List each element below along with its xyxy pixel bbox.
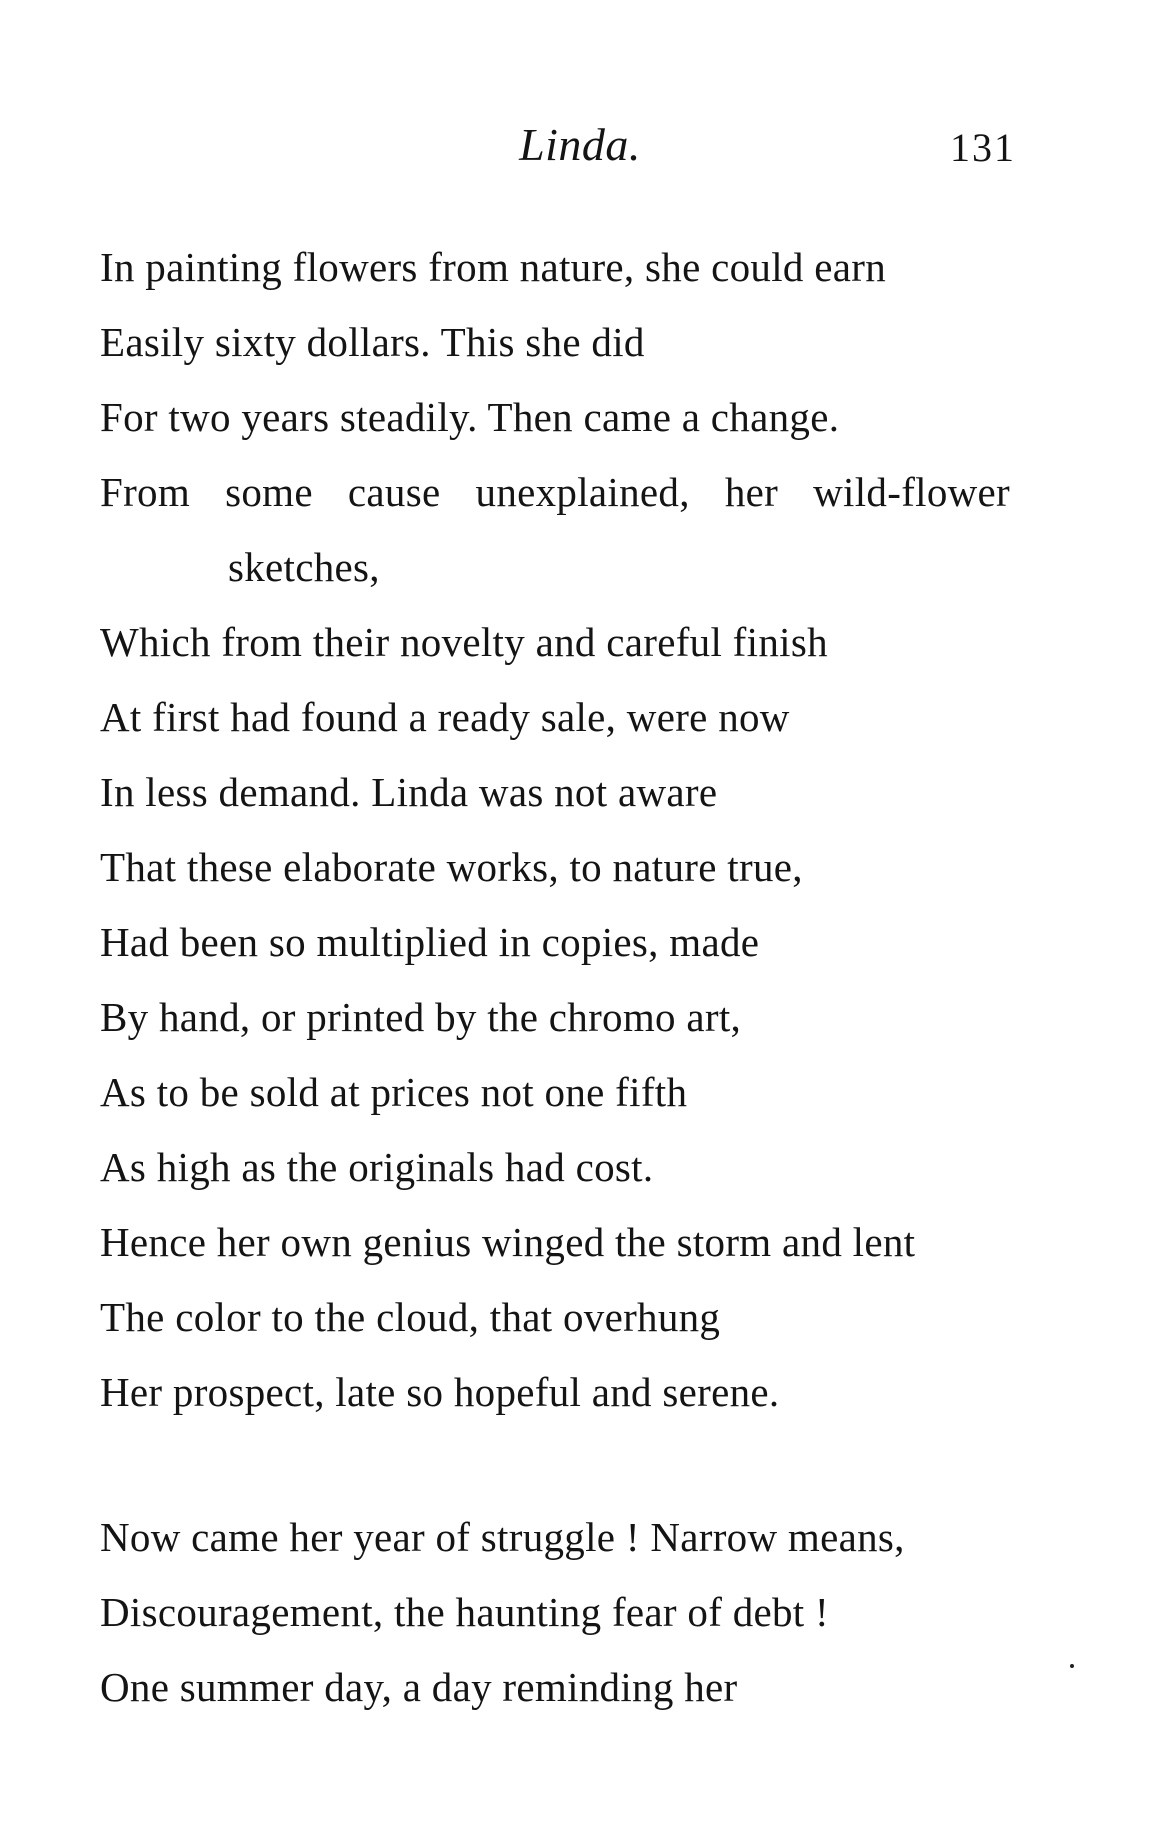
poem-line: For two years steadily. Then came a change. bbox=[100, 394, 840, 440]
poem-line: At first had found a ready sale, were now bbox=[100, 694, 790, 740]
running-head bbox=[0, 118, 1174, 178]
poem-line: By hand, or printed by the chromo art, bbox=[100, 994, 742, 1040]
poem-line-runover: sketches, bbox=[228, 544, 380, 590]
poem-line: One summer day, a day reminding her bbox=[100, 1664, 738, 1710]
poem-line: Now came her year of struggle ! Narrow means, bbox=[100, 1514, 905, 1560]
poem-line: Hence her own genius winged the storm and lent bbox=[100, 1219, 916, 1265]
poem-line: From some cause unexplained, her wild-flower bbox=[100, 469, 1010, 515]
poem-line: Discouragement, the haunting fear of debt ! bbox=[100, 1589, 829, 1635]
poem-stanza bbox=[100, 1500, 1040, 1725]
poem-line: In painting flowers from nature, she could earn bbox=[100, 244, 887, 290]
poem-line: As to be sold at prices not one fifth bbox=[100, 1069, 688, 1115]
poem-line: Which from their novelty and careful finish bbox=[100, 619, 828, 665]
page-number: 131 bbox=[950, 125, 1016, 170]
poem-line: Easily sixty dollars. This she did bbox=[100, 319, 645, 365]
poem-line: The color to the cloud, that overhung bbox=[100, 1294, 721, 1340]
poem-stanza bbox=[100, 230, 1040, 1430]
poem-line: As high as the originals had cost. bbox=[100, 1144, 654, 1190]
poem-line: In less demand. Linda was not aware bbox=[100, 769, 718, 815]
poem-line: That these elaborate works, to nature true, bbox=[100, 844, 803, 890]
running-title: Linda. bbox=[519, 119, 641, 170]
margin-speck bbox=[1070, 1664, 1074, 1668]
poem-line: Her prospect, late so hopeful and serene. bbox=[100, 1369, 780, 1415]
poem-line: Had been so multiplied in copies, made bbox=[100, 919, 760, 965]
